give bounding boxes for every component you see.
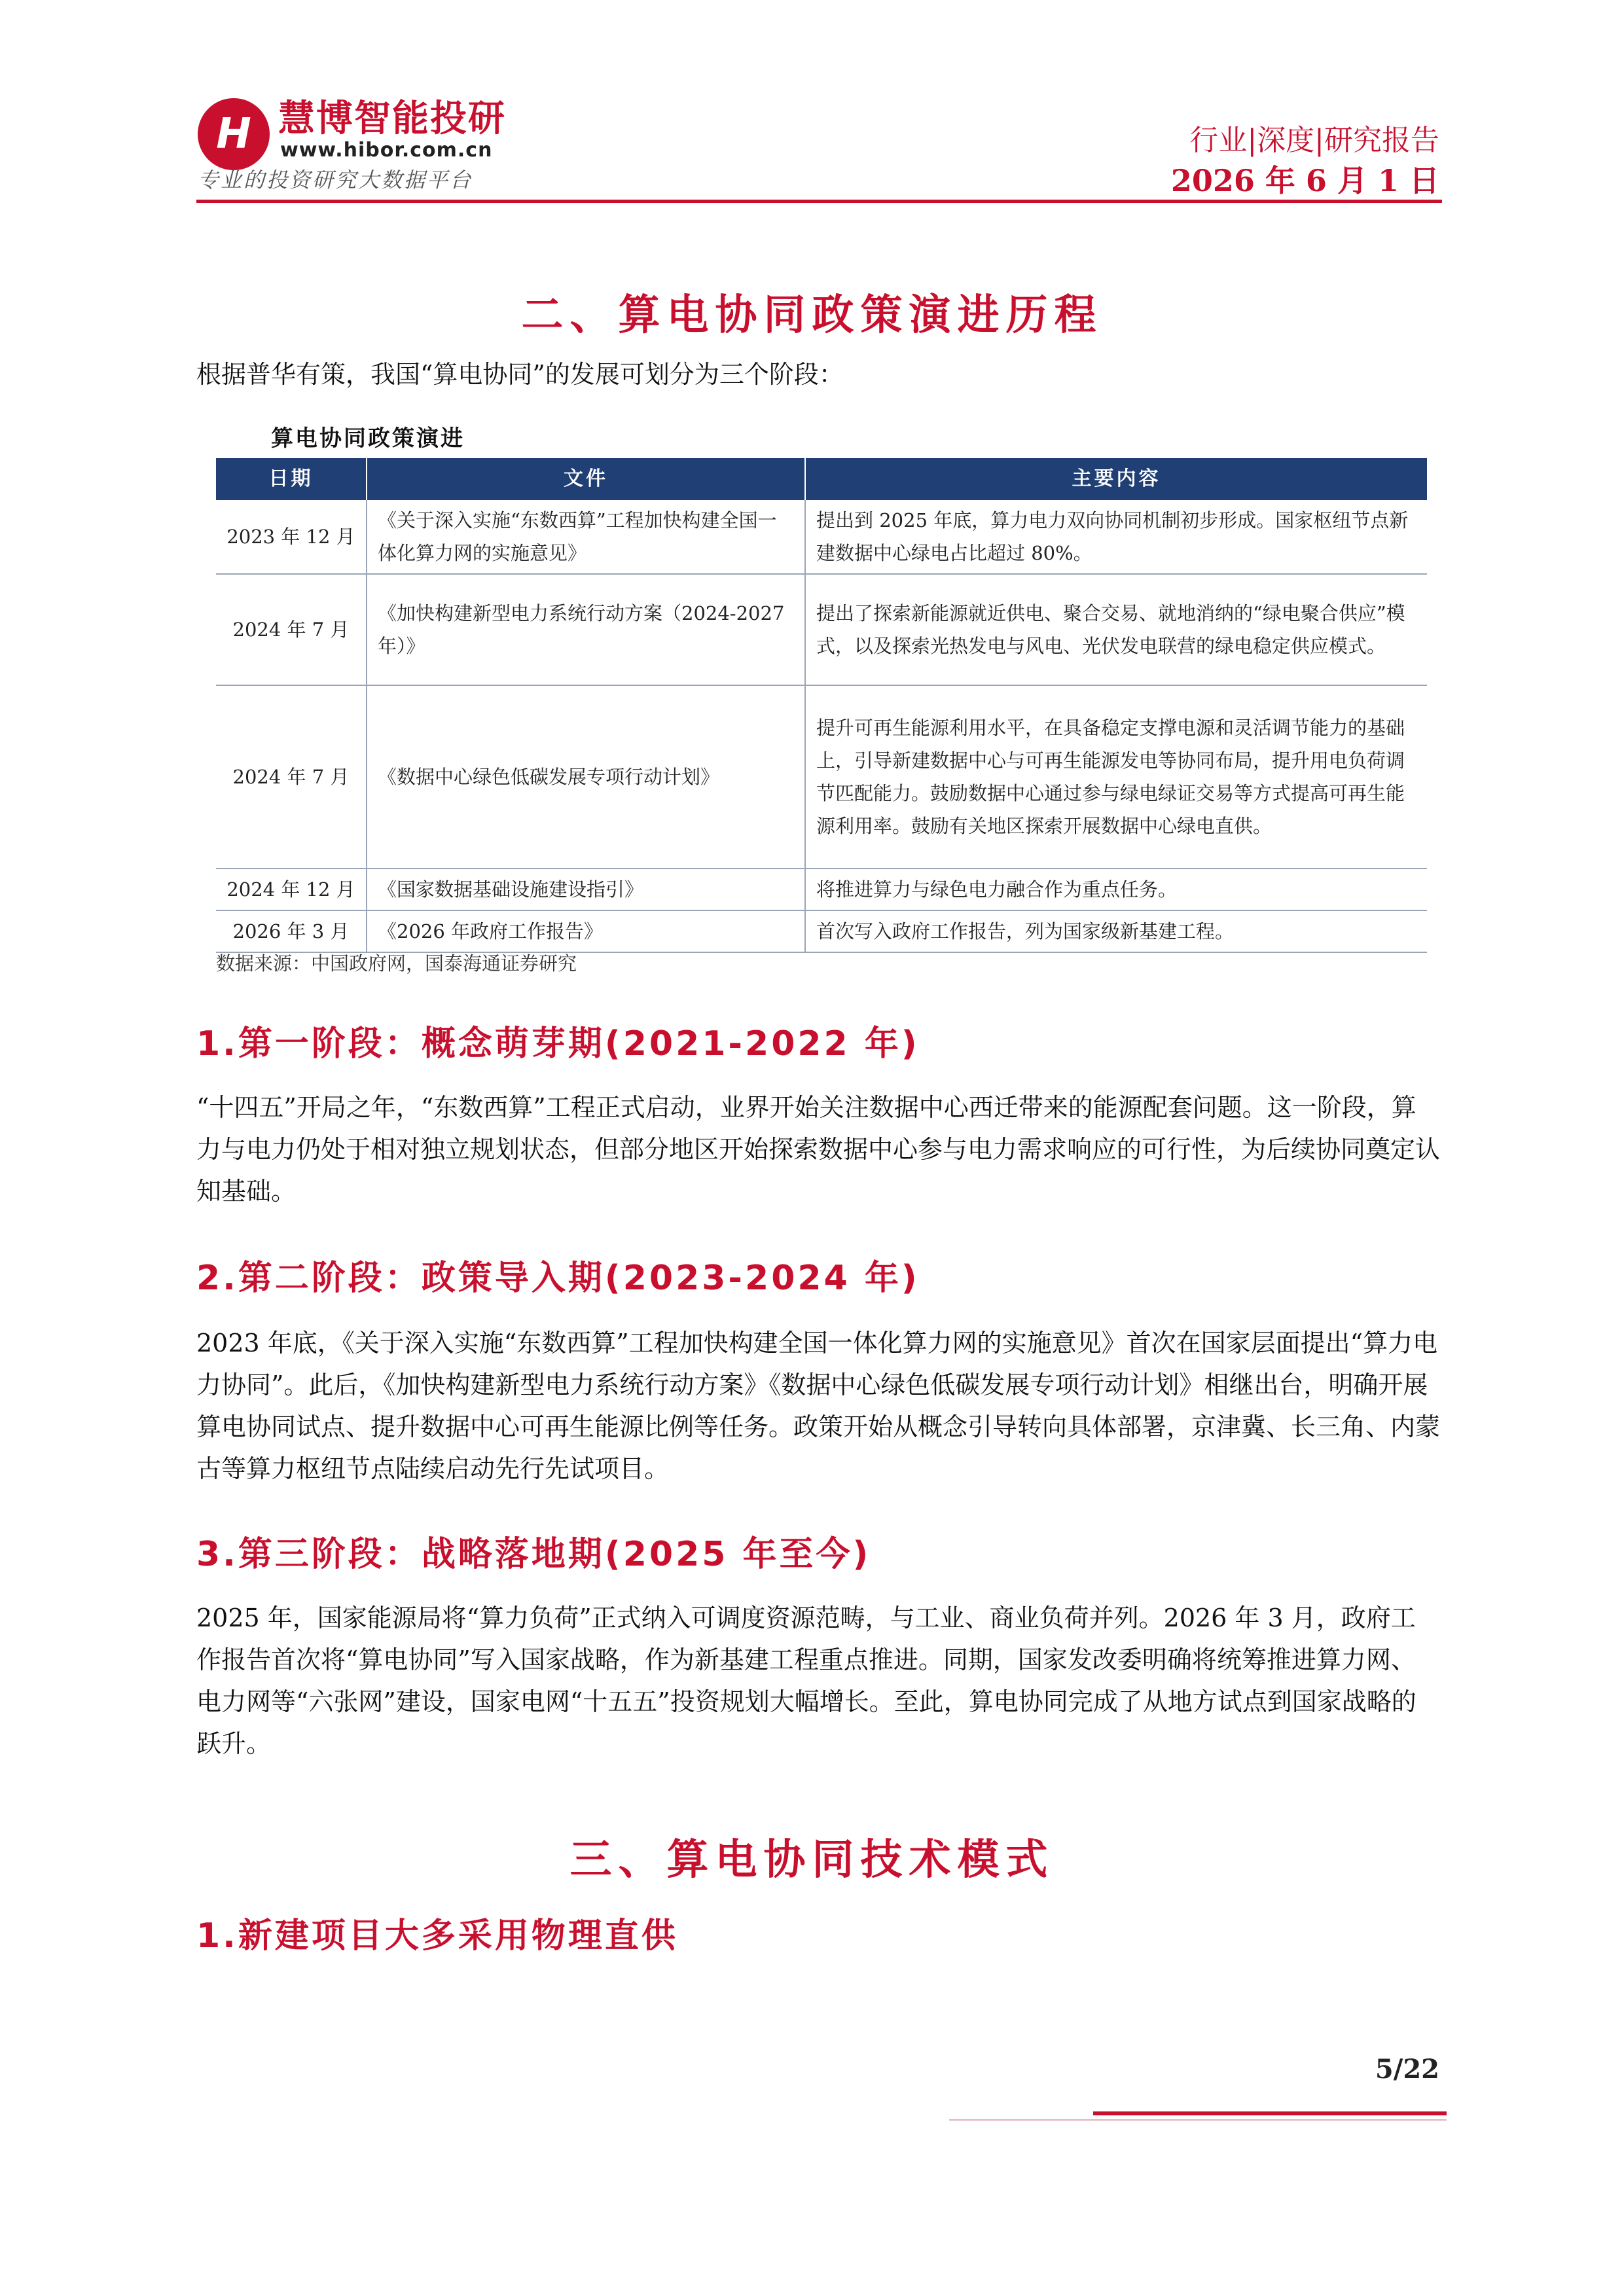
logo-url[interactable]: www.hibor.com.cn (280, 139, 493, 162)
page-number: 5/22 (1375, 2054, 1439, 2085)
row-document: 《关于深入实施“东数西算”工程加快构建全国一体化算力网的实施意见》 (367, 500, 805, 574)
row-content: 提出到 2025 年底，算力电力双向协同机制初步形成。国家枢纽节点新建数据中心绿电占比超过 80%。 (805, 500, 1427, 574)
stage-1-text: “十四五”开局之年，“东数西算”工程正式启动，业界开始关注数据中心西迁带来的能源配套问题。这一阶段，算力与电力仍处于相对独立规划状态，但部分地区开始探索数据中心参与电力需求响应的可行性，为后续协同奠定认知基础。 (196, 1093, 1441, 1206)
row-document: 《加快构建新型电力系统行动方案（2024-2027 年）》 (367, 574, 805, 685)
stage-1-title: 1.第一阶段：概念萌芽期(2021-2022 年) (196, 1024, 920, 1064)
footer-divider-accent (1093, 2111, 1447, 2115)
section-2-intro: 根据普华有策，我国“算电协同”的发展可划分为三个阶段： (196, 360, 844, 389)
row-document: 《2026 年政府工作报告》 (367, 910, 805, 952)
row-content: 提升可再生能源利用水平，在具备稳定支撑电源和灵活调节能力的基础上，引导新建数据中心与可再生能源发电等协同布局，提升用电负荷调节匹配能力。鼓励数据中心通过参与绿电绿证交易等方式提高可再生能源利用率。鼓励有关地区探索开展数据中心绿电直供。 (805, 685, 1427, 869)
footer-divider (949, 2119, 1447, 2121)
stage-2-title: 2.第二阶段：政策导入期(2023-2024 年) (196, 1259, 920, 1298)
section-3-title: 三、算电协同技术模式 (569, 1836, 1055, 1884)
stage-3-title: 3.第三阶段：战略落地期(2025 年至今) (196, 1535, 871, 1574)
table-source: 数据来源：中国政府网，国泰海通证券研究 (216, 952, 577, 975)
table-row (216, 500, 1427, 574)
logo-name: 慧博智能投研 (278, 98, 506, 140)
row-date: 2024 年 12 月 (216, 869, 367, 910)
row-content: 将推进算力与绿色电力融合作为重点任务。 (805, 869, 1427, 910)
header-divider (196, 200, 1442, 203)
row-content: 首次写入政府工作报告，列为国家级新基建工程。 (805, 910, 1427, 952)
row-date: 2026 年 3 月 (216, 910, 367, 952)
row-document: 《数据中心绿色低碳发展专项行动计划》 (367, 685, 805, 869)
row-content: 提出了探索新能源就近供电、聚合交易、就地消纳的“绿电聚合供应”模式，以及探索光热发电与风电、光伏发电联营的绿电稳定供应模式。 (805, 574, 1427, 685)
report-date: 2026 年 6 月 1 日 (1170, 163, 1439, 198)
row-date: 2023 年 12 月 (216, 500, 367, 574)
header-content: 主要内容 (805, 458, 1427, 500)
table-header-row (216, 458, 1427, 500)
section-2-title: 二、算电协同政策演进历程 (521, 291, 1103, 340)
table-caption: 算电协同政策演进 (271, 425, 465, 452)
header-document: 文件 (367, 458, 805, 500)
header-date: 日期 (216, 458, 367, 500)
stage-2-text: 2023 年底，《关于深入实施“东数西算”工程加快构建全国一体化算力网的实施意见》首次在国家层面提出“算力电力协同”。此后，《加快构建新型电力系统行动方案》《数据中心绿色低碳发展专项行动计划》相继出台，明确开展算电协同试点、提升数据中心可再生能源比例等任务。政策开始从概念引导转向具体部署，京津冀、长三角、内蒙古等算力枢纽节点陆续启动先行先试项目。 (196, 1329, 1441, 1483)
table-row (216, 574, 1427, 685)
row-document: 《国家数据基础设施建设指引》 (367, 869, 805, 910)
table-row (216, 869, 1427, 910)
report-type: 行业|深度|研究报告 (1189, 124, 1439, 157)
stage-3-text: 2025 年，国家能源局将“算力负荷”正式纳入可调度资源范畴，与工业、商业负荷并列。2026 年 3 月，政府工作报告首次将“算电协同”写入国家战略，作为新基建工程重点推进。同期，国家发改委明确将统筹推进算力网、电力网等“六张网”建设，国家电网“十五五”投资规划大幅增长。至此，算电协同完成了从地方试点到国家战略的跃升。 (196, 1604, 1416, 1758)
row-date: 2024 年 7 月 (216, 574, 367, 685)
table-row (216, 910, 1427, 952)
policy-table (216, 458, 1427, 953)
row-date: 2024 年 7 月 (216, 685, 367, 869)
table-row (216, 685, 1427, 869)
section-3-subtitle: 1.新建项目大多采用物理直供 (196, 1916, 678, 1956)
logo-slogan: 专业的投资研究大数据平台 (198, 168, 473, 192)
logo-icon: H (198, 98, 270, 170)
